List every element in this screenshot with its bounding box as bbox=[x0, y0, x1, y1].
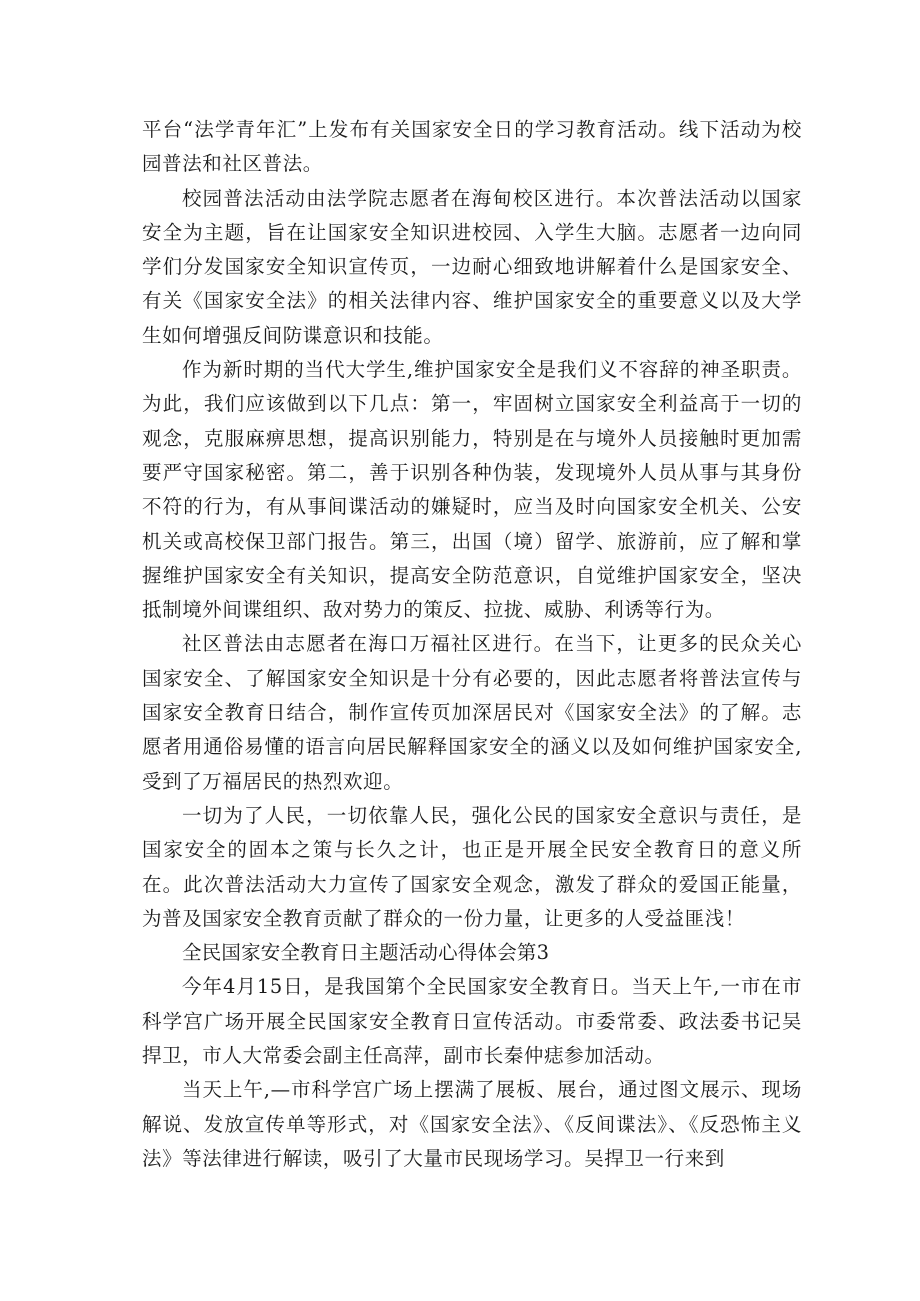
paragraph-3: 作为新时期的当代大学生,维护国家安全是我们义不容辞的神圣职责。为此，我们应该做到以下几点：第一，牢固树立国家安全利益高于一切的观念，克服麻痹思想，提高识别能力，特别是在与境外人员接触时更加需要严守国家秘密。第二，善于识别各种伪装，发现境外人员从事与其身份不符的行为，有从事间谍活动的嫌疑时，应当及时向国家安全机关、公安机关或高校保卫部门报告。第三，出国（境）留学、旅游前，应了解和掌握维护国家安全有关知识，提高安全防范意识，自觉维护国家安全，坚决抵制境外间谍组织、敌对势力的策反、拉拢、威胁、利诱等行为。 bbox=[142, 358, 802, 622]
paragraph-4: 社区普法由志愿者在海口万福社区进行。在当下，让更多的民众关心国家安全、了解国家安全知识是十分有必要的，因此志愿者将普法宣传与国家安全教育日结合，制作宣传页加深居民对《国家安全法》的了解。志愿者用通俗易懂的语言向居民解释国家安全的涵义以及如何维护国家安全,受到了万福居民的热烈欢迎。 bbox=[142, 632, 802, 793]
paragraph-2: 校园普法活动由法学院志愿者在海甸校区进行。本次普法活动以国家安全为主题，旨在让国家安全知识进校园、入学生大脑。志愿者一边向同学们分发国家安全知识宣传页，一边耐心细致地讲解着什么是国家安全、有关《国家安全法》的相关法律内容、维护国家安全的重要意义以及大学生如何增强反间防谍意识和技能。 bbox=[142, 186, 802, 347]
paragraph-7: 当天上午,—市科学宫广场上摆满了展板、展台，通过图文展示、现场解说、发放宣传单等形式，对《国家安全法》、《反间谍法》、《反恐怖主义法》等法律进行解读，吸引了大量市民现场学习。吴捍卫一行来到 bbox=[142, 1078, 802, 1170]
paragraph-6: 今年4月15日，是我国第个全民国家安全教育日。当天上午,一市在市科学宫广场开展全民国家安全教育日宣传活动。市委常委、政法委书记吴捍卫，市人大常委会副主任高萍，副市长秦仲痣参加活动。 bbox=[142, 975, 802, 1068]
section-heading: 全民国家安全教育日主题活动心得体会第3 bbox=[182, 941, 550, 965]
paragraph-5: 一切为了人民，一切依靠人民，强化公民的国家安全意识与责任，是国家安全的固本之策与长久之计，也正是开展全民安全教育日的意义所在。此次普法活动大力宣传了国家安全观念，激发了群众的爱国正能量，为普及国家安全教育贡献了群众的一份力量，让更多的人受益匪浅！ bbox=[142, 803, 802, 930]
paragraph-1: 平台“法学青年汇”上发布有关国家安全日的学习教育活动。线下活动为校园普法和社区普法。 bbox=[142, 118, 802, 176]
document-body bbox=[142, 113, 802, 1176]
